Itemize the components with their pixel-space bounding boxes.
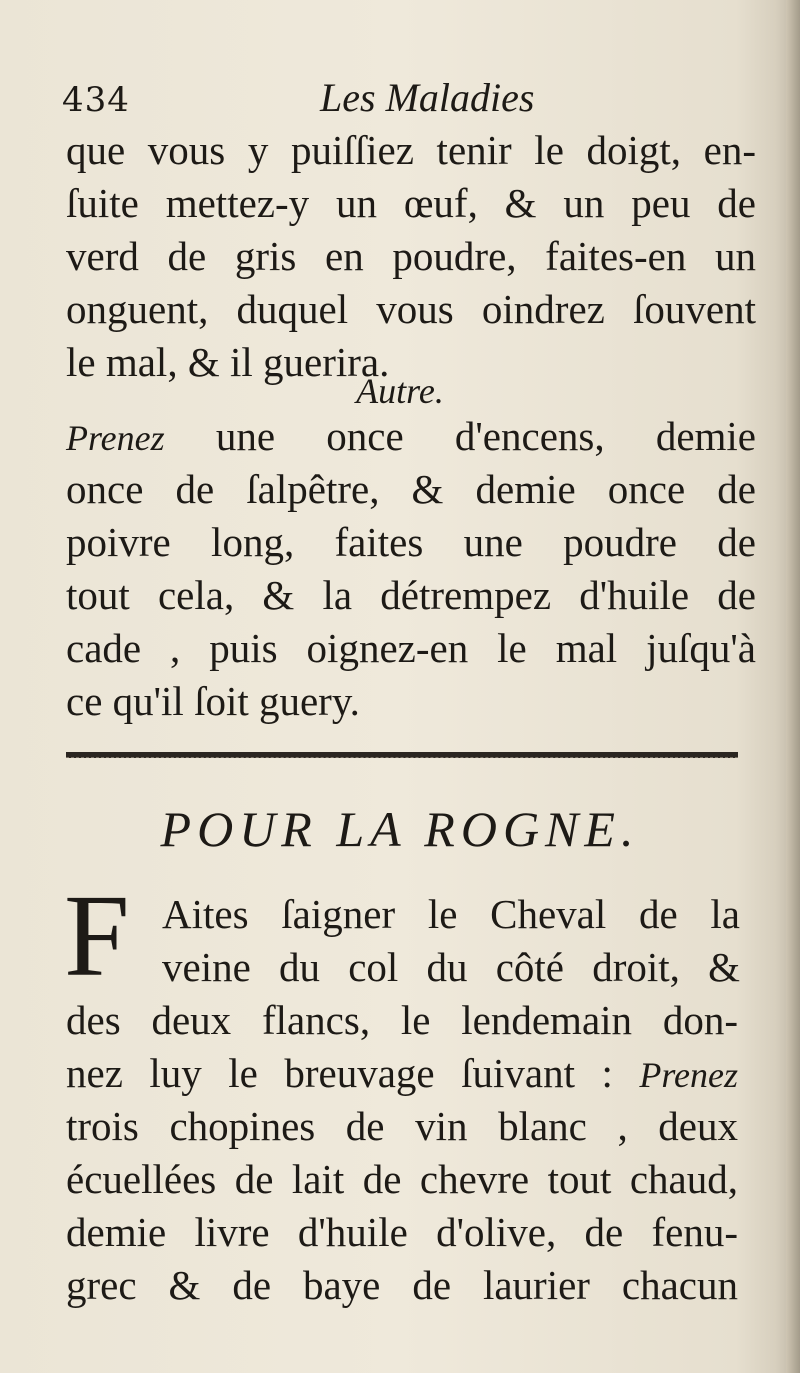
- text-line: demie livre d'huile d'olive, de fenu-: [66, 1209, 738, 1255]
- third-paragraph: [66, 994, 738, 1312]
- text-line: trois chopines de vin blanc , deux: [66, 1103, 738, 1149]
- first-paragraph: [66, 124, 756, 389]
- text-line: écuellées de lait de chevre tout chaud,: [66, 1156, 738, 1202]
- text-line: veine du col du côté droit, &: [162, 944, 740, 990]
- page-number: 434: [62, 80, 130, 120]
- drop-cap: F: [64, 870, 130, 1001]
- section-divider: [66, 752, 738, 758]
- text-line: le mal, & il guerira.: [66, 339, 390, 385]
- text-line: [66, 410, 756, 463]
- section-title: POUR LA ROGNE.: [160, 801, 640, 857]
- second-paragraph: [66, 410, 756, 728]
- text-line-start: nez luy le breuvage ſuivant :: [66, 1050, 613, 1096]
- text-line: grec & de baye de laurier chacun: [66, 1262, 738, 1308]
- text-line: Aites ſaigner le Cheval de la: [162, 891, 740, 937]
- running-head: Les Maladies: [320, 75, 535, 120]
- inline-italic-word: Prenez: [639, 1055, 738, 1095]
- text-line: que vous y puiſſiez tenir le doigt, en-: [66, 127, 756, 173]
- text-line: once de ſalpêtre, & demie once de: [66, 466, 756, 512]
- indented-lines: [162, 888, 740, 994]
- text-line: ce qu'il ſoit guery.: [66, 678, 360, 724]
- text-line: poivre long, faites une poudre de: [66, 519, 756, 565]
- text-line: des deux flancs, le lendemain don-: [66, 997, 738, 1043]
- subheading: Autre.: [356, 371, 444, 411]
- text-line-rest: une once d'encens, demie: [215, 413, 756, 459]
- text-line: [66, 1047, 738, 1100]
- text-line: ſuite mettez-y un œuf, & un peu de: [66, 180, 756, 226]
- page-header: [62, 72, 742, 122]
- text-line: cade , puis oignez-en le mal juſqu'à: [66, 625, 756, 671]
- page-edge: [786, 0, 800, 1373]
- lead-word: Prenez: [66, 418, 165, 458]
- text-line: onguent, duquel vous oindrez ſouvent: [66, 286, 756, 332]
- text-line: tout cela, & la détrempez d'huile de: [66, 572, 756, 618]
- text-line: verd de gris en poudre, faites-en un: [66, 233, 756, 279]
